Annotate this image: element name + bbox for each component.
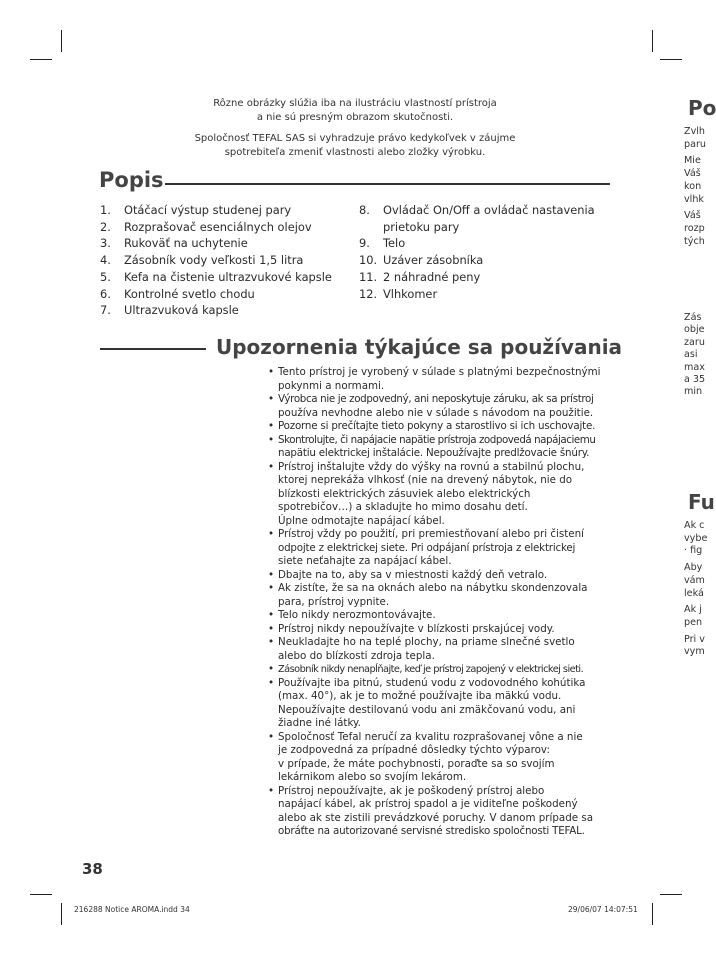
part-item: 3. Rukoväť na uchytenie [100, 236, 248, 251]
part-item: 10. Uzáver zásobníka [359, 253, 484, 268]
footer-slug-right: 29/06/07 14:07:51 [568, 905, 638, 914]
parts-list-left [100, 202, 350, 319]
warning-item: • Prístroj nikdy nepoužívajte v blízkosti prskajúcej vody. [268, 622, 555, 635]
next-page-heading: Po [688, 96, 716, 120]
disclaimer [175, 97, 535, 160]
crop-mark [652, 30, 653, 52]
warning-item: • Ak zistíte, že sa na oknách alebo na nábytku skondenzovala para, prístroj vypnite. [268, 582, 588, 608]
part-item: 1. Otáčací výstup studenej pary [100, 203, 292, 217]
crop-mark [30, 894, 52, 895]
part-item: 2. Rozprašovač esenciálnych olejov [100, 219, 312, 234]
crop-mark [61, 903, 62, 925]
warning-item: • Zásobník nikdy nenapĺňajte, keď je prístroj zapojený v elektrickej sieti. [268, 663, 584, 675]
next-page-text: Zás obje zaru asi max a 35 min [684, 312, 706, 398]
crop-mark [61, 30, 62, 52]
disclaimer-line: a nie sú presným obrazom skutočnosti. [256, 112, 454, 123]
part-item: 6. Kontrolné svetlo chodu [100, 286, 255, 301]
footer-slug-left: 216288 Notice AROMA.indd 34 [74, 905, 190, 914]
part-item: 8. Ovládač On/Off a ovládač nastavenia prietoku pary [359, 203, 595, 234]
next-page-text: Ak c vybe · fig Aby vám leká Ak j pen Pri v vym [684, 520, 708, 658]
next-page-heading: Fu [688, 490, 715, 514]
part-item: 5. Kefa na čistenie ultrazvukové kapsle [100, 269, 332, 284]
warnings-rule [100, 348, 206, 350]
warning-item: • Spoločnosť Tefal neručí za kvalitu rozprašovanej vône a nie je zodpovedná za prípadné dôsledky týchto výparov: v prípade, že máte pochybnosti, poraďte sa so svojím lekárnikom alebo so svojím lekárom. [268, 730, 583, 783]
part-item: 11. 2 náhradné peny [359, 269, 481, 284]
warning-item: • Prístroj vždy po použití, pri premiestňovaní alebo pri čistení odpojte z elektrickej siete. Pri odpájaní prístroja z elektrickej siete neťahajte za napájací kábel. [268, 528, 585, 567]
disclaimer-line: Rôzne obrázky slúžia iba na ilustráciu vlastností prístroja [213, 98, 497, 109]
warning-item: • Výrobca nie je zodpovedný, ani neposkytuje záruku, ak sa prístroj používa nevhodne alebo nie v súlade s návodom na použitie. [268, 393, 594, 419]
warning-item: • Tento prístroj je vyrobený v súlade s platnými bezpečnostnými pokynmi a normami. [268, 366, 601, 392]
part-item: 4. Zásobník vody veľkosti 1,5 litra [100, 253, 304, 268]
next-page-text: Zvlh paru Mie Váš kon vlhk Váš rozp tých [684, 126, 706, 247]
popis-title: Popis [99, 168, 164, 192]
part-item: 7. Ultrazvuková kapsle [100, 303, 239, 318]
crop-mark [652, 903, 653, 925]
warning-item: • Pozorne si prečítajte tieto pokyny a starostlivo si ich uschovajte. [268, 420, 596, 432]
warning-item: • Prístroj inštalujte vždy do výšky na rovnú a stabilnú plochu, ktorej neprekáža vlhkosť (nie na drevený nábytok, nie do blízkosti elektrických zásuviek alebo elektrických spotrebičov…) a skladujte ho mimo dosahu detí. Úplne odmotajte napájací kábel. [268, 460, 585, 527]
warning-item: • Dbajte na to, aby sa v miestnosti každý deň vetralo. [268, 568, 548, 581]
popis-rule [165, 183, 610, 185]
disclaimer-line: Spoločnosť TEFAL SAS si vyhradzuje právo kedykoľvek v záujme [194, 133, 516, 144]
disclaimer-line: spotrebiteľa zmeniť vlastnosti alebo zložky výrobku. [224, 147, 486, 158]
crop-mark [660, 894, 682, 895]
crop-mark [30, 59, 52, 60]
warning-item: • Neukladajte ho na teplé plochy, na priame slnečné svetlo alebo do blízkosti zdroja tepla. [268, 636, 575, 662]
warnings-list [268, 366, 614, 839]
page-number: 38 [82, 860, 103, 878]
parts-list-right [359, 202, 609, 302]
warning-item: • Používajte iba pitnú, studenú vodu z vodovodného kohútika (max. 40°), ak je to možné používajte iba mäkkú vodu. Nepoužívajte destilovanú vodu ani zmäkčovanú vodu, ani žiadne iné látky. [268, 676, 586, 729]
warning-item: • Telo nikdy nerozmontovávajte. [268, 609, 436, 621]
part-item: 9. Telo [359, 236, 406, 251]
warning-item: • Skontrolujte, či napájacie napätie prístroja zodpovedá napájaciemu napätiu elektrickej inštalácie. Nepoužívajte predlžovacie šnúry. [268, 433, 596, 459]
warnings-title: Upozornenia týkajúce sa používania [216, 335, 623, 359]
part-item: 12. Vlhkomer [359, 286, 438, 301]
crop-mark [660, 59, 682, 60]
warning-item: • Prístroj nepoužívajte, ak je poškodený prístroj alebo napájací kábel, ak prístroj spadol a je viditeľne poškodený alebo ak ste zistili prevádzkové poruchy. V danom prípade sa obráťte na autorizované servisné stredisko spoločnosti TEFAL. [268, 784, 594, 837]
